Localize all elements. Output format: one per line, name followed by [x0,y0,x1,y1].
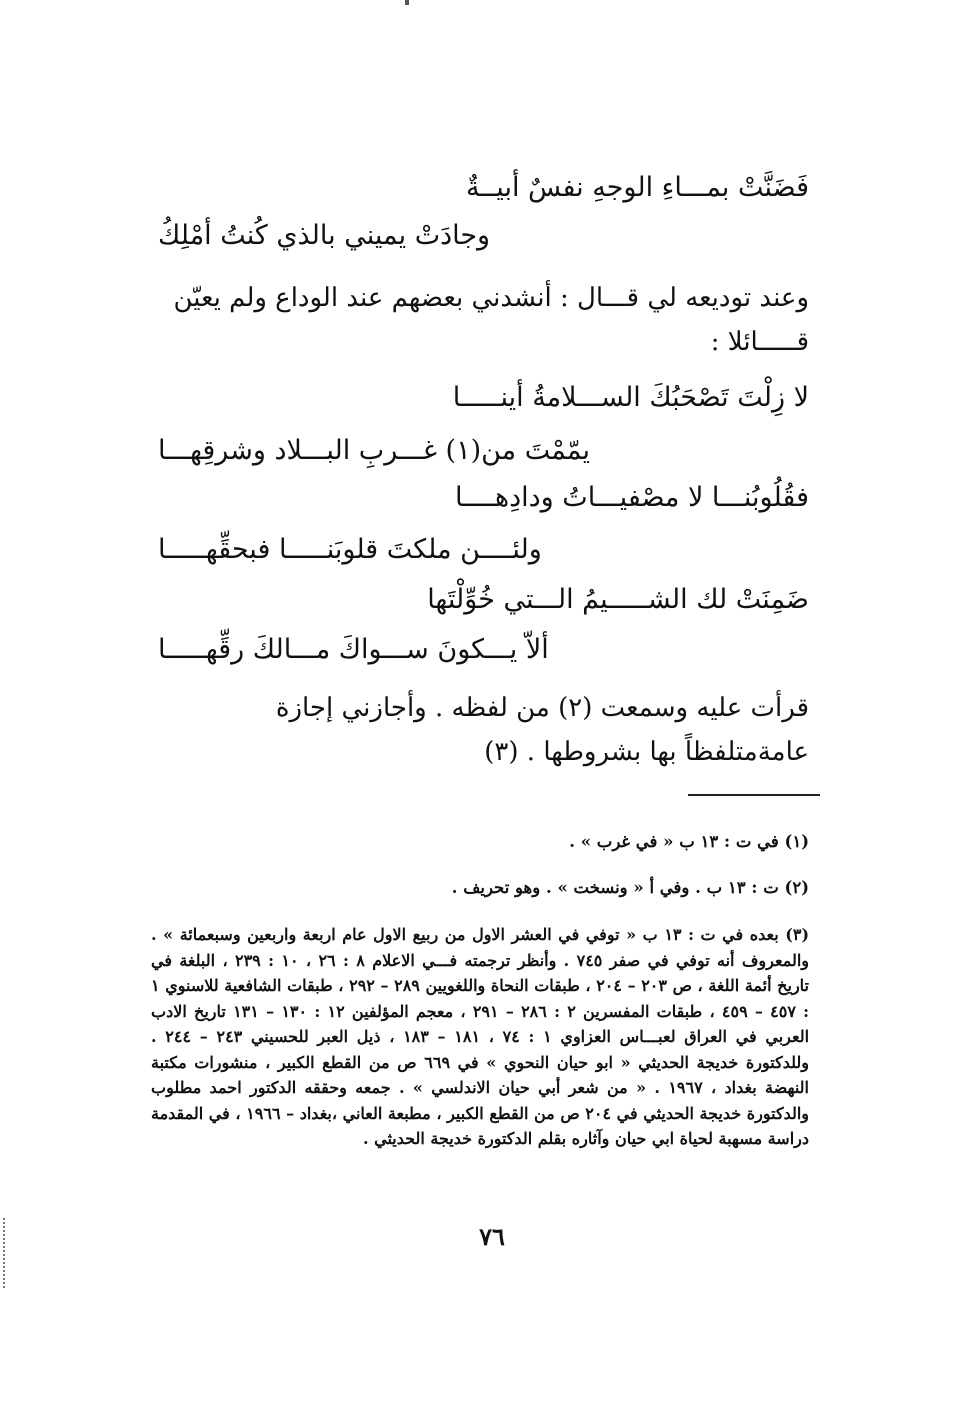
poem2-line2: يمّمْتَ من(١) غـــربِ البـــلاد وشرقِهـــا [158,435,590,466]
scan-artifact [405,0,409,5]
page-number: ٧٦ [479,1222,505,1251]
poem2-line6: ألاّ يـــكونَ ســـواكَ مـــالكَ رقِّهـــــا [158,634,549,665]
intro-paragraph: وعند توديعه لي قـــال : أنشدني بعضهم عند الوداع ولم يعيّن قـــــائلا : [173,283,809,357]
poem2-line3: فقُلُوبُنـــا لا مصْفيـــاتُ ودادِهــــا [455,482,809,513]
poem2-line5: ضَمِنَتْ لك الشـــــيمُ الـــتي خُوِّلْتَها [427,584,809,615]
poem1-line1: فَضَنَّتْ بمـــاءِ الوجهِ نفسٌ أبيــةٌ [466,172,809,203]
footnote-3: (٣) بعده في ت : ١٣ ب « توفي في العشر الاول من ربيع الاول عام اربعة واربعين وسبعمائة » . والمعروف أنه توفي في صفر ٧٤٥ . وأنظر ترجمته فـــي الاعلام ٨ : ٢٦ ، ١٠ : ٢٣٩ ، البلغة في تاريخ أئمة اللغة ، ص ٢٠٣ – ٢٠٤ ، طبقات النحاة واللغويين ٢٨٩ – ٢٩٢ ، طبقات الشافعية للاسنوي ١ : ٤٥٧ – ٤٥٩ ، طبقات المفسرين ٢ : ٢٨٦ – ٢٩١ ، معجم المؤلفين ١٢ : ١٣٠ – ١٣١ تاريخ الادب العربي في العراق لعبـــاس العزاوي ١ : ٧٤ ، ١٨١ – ١٨٣ ، ذيل العبر للحسيني ٢٤٣ – ٢٤٤ . وللدكتورة خديجة الحديثي « ابو حيان النحوي » في ٦٦٩ ص من القطع الكبير ، منشورات مكتبة النهضة بغداد ، ١٩٦٧ . « من شعر أبي حيان الاندلسي » . جمعه وحققه الدكتور احمد مطلوب والدكتورة خديجة الحديثي في ٢٠٤ ص من القطع الكبير ، مطبعة العاني ،بغداد – ١٩٦٦ ، في المقدمة دراسة مسهبة لحياة ابي حيان وآثاره بقلم الدكتورة خديجة الحديثي . [151,925,810,1148]
poem2-line1: لا زِلْتَ تَصْحَبُكَ الســـلامةُ أينـــــا [452,382,809,413]
closing-paragraph: قرأت عليه وسمعت (٢) من لفظه . وأجازني إجازة عامةمتلفظاً بها بشروطها . (٣) [275,693,809,767]
scan-edge-mark [3,1218,14,1288]
poem2-line4: ولئــــن ملكتَ قلوبَنـــــا فبحقِّهـــــا [158,534,542,565]
footnote-1: (١) في ت : ١٣ ب « في غرب » . [569,832,809,851]
footnote-separator [688,794,820,796]
poem1-line2: وجادَتْ يميني بالذي كُنتُ أمْلِكُ [158,220,491,251]
footnote-2: (٢) ت : ١٣ ب . وفي أ « ونسخت » . وهو تحريف . [451,878,809,897]
